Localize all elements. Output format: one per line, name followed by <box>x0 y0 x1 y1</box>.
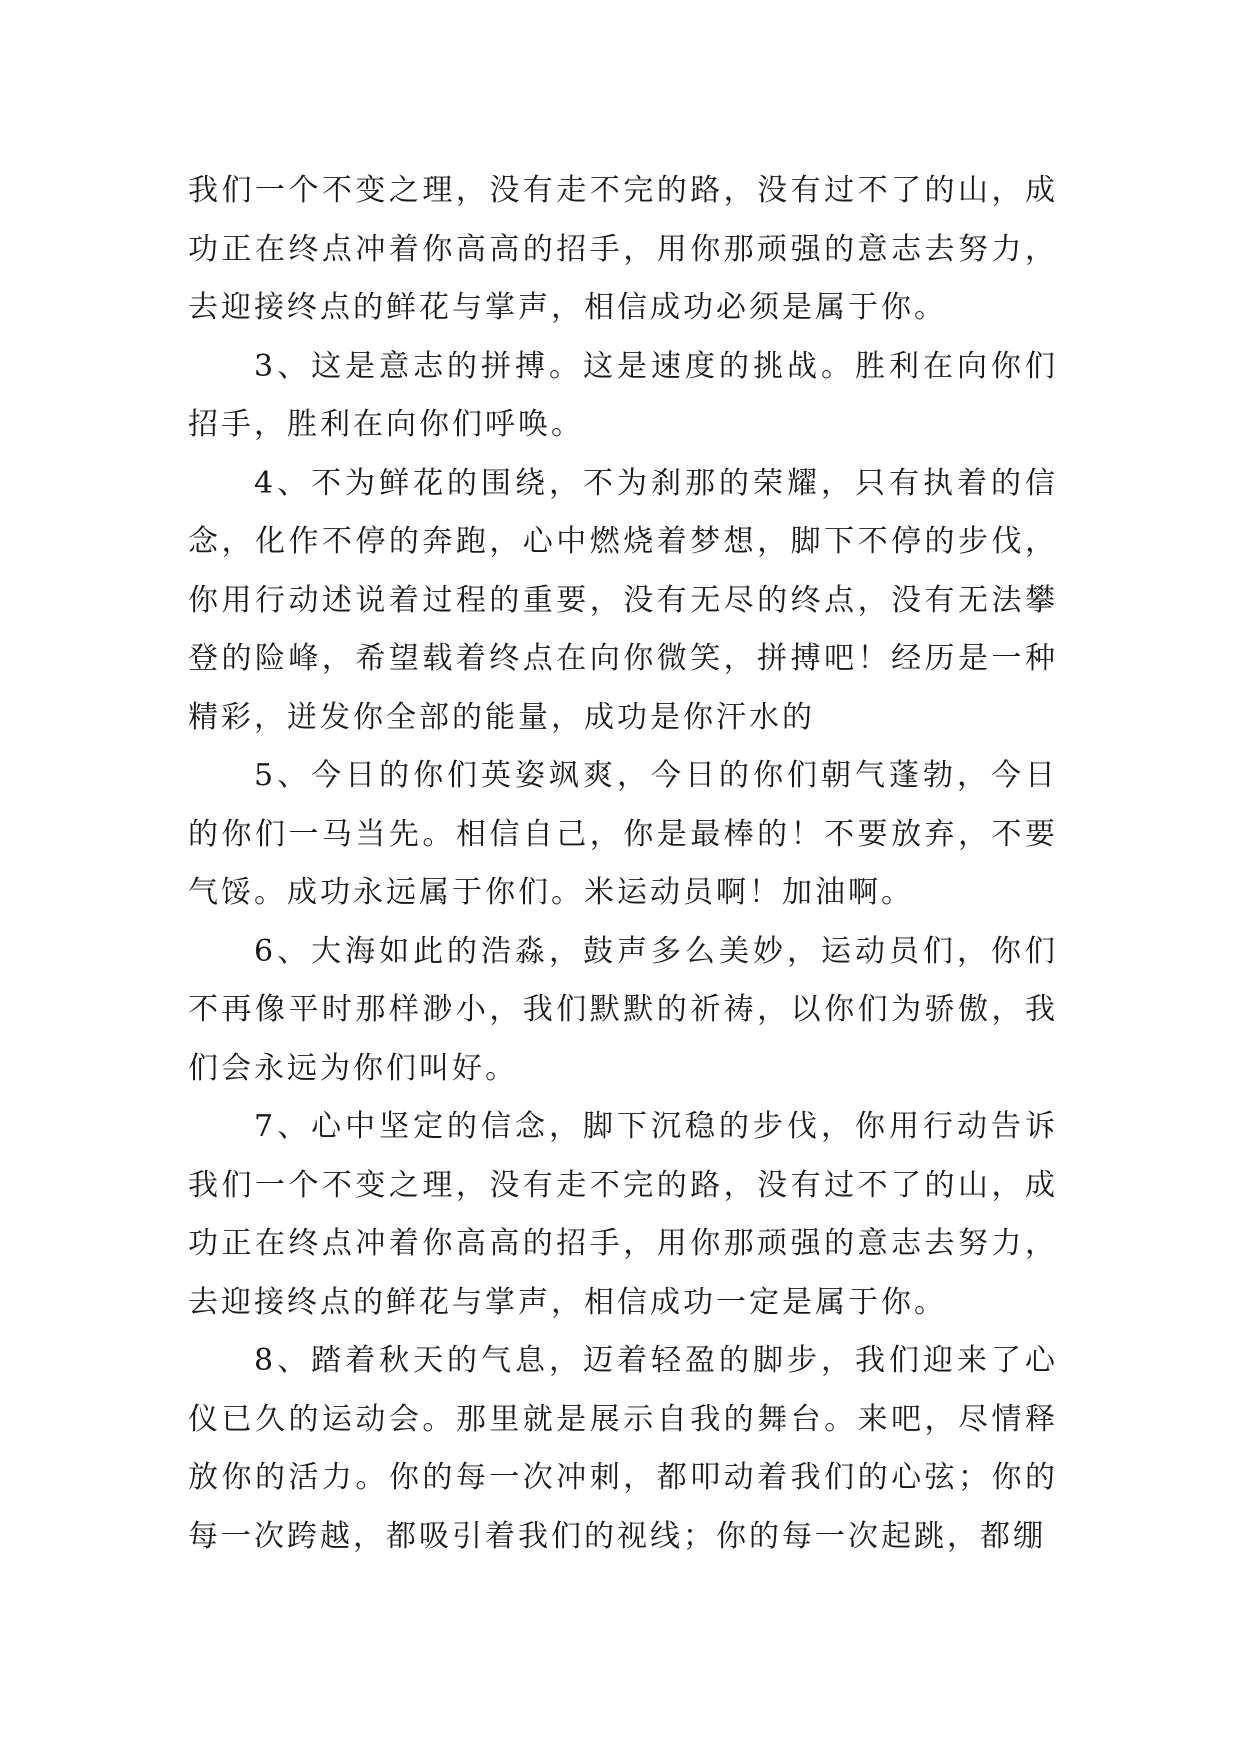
paragraph-item-8: 8、踏着秋天的气息，迈着轻盈的脚步，我们迎来了心仪已久的运动会。那里就是展示自我的舞台。来吧，尽情释放你的活力。你的每一次冲刺，都叩动着我们的心弦；你的每一次跨越，都吸引着我们的视线；你的每一次起跳，都绷 <box>188 1343 1058 1554</box>
paragraph-item-7: 7、心中坚定的信念，脚下沉稳的步伐，你用行动告诉我们一个不变之理，没有走不完的路，没有过不了的山，成功正在终点冲着你高高的招手，用你那顽强的意志去努力，去迎接终点的鲜花与掌声，相信成功一定是属于你。 <box>188 1109 1058 1320</box>
paragraph-item-5: 5、今日的你们英姿飒爽，今日的你们朝气蓬勃，今日的你们一马当先。相信自己，你是最棒的！不要放弃，不要气馁。成功永远属于你们。米运动员啊！加油啊。 <box>188 758 1058 910</box>
paragraph-item-6: 6、大海如此的浩淼，鼓声多么美妙，运动员们，你们不再像平时那样渺小，我们默默的祈祷，以你们为骄傲，我们会永远为你们叫好。 <box>188 933 1058 1086</box>
paragraph-continuation: 我们一个不变之理，没有走不完的路，没有过不了的山，成功正在终点冲着你高高的招手，用你那顽强的意志去努力，去迎接终点的鲜花与掌声，相信成功必须是属于你。 <box>188 173 1058 325</box>
paragraph-item-4: 4、不为鲜花的围绕，不为刹那的荣耀，只有执着的信念，化作不停的奔跑，心中燃烧着梦想，脚下不停的步伐，你用行动述说着过程的重要，没有无尽的终点，没有无法攀登的险峰，希望载着终点在向你微笑，拼搏吧！经历是一种精彩，迸发你全部的能量，成功是你汗水的 <box>188 465 1058 735</box>
document-body <box>188 162 1058 1566</box>
paragraph-item-3: 3、这是意志的拼搏。这是速度的挑战。胜利在向你们招手，胜利在向你们呼唤。 <box>188 348 1058 442</box>
